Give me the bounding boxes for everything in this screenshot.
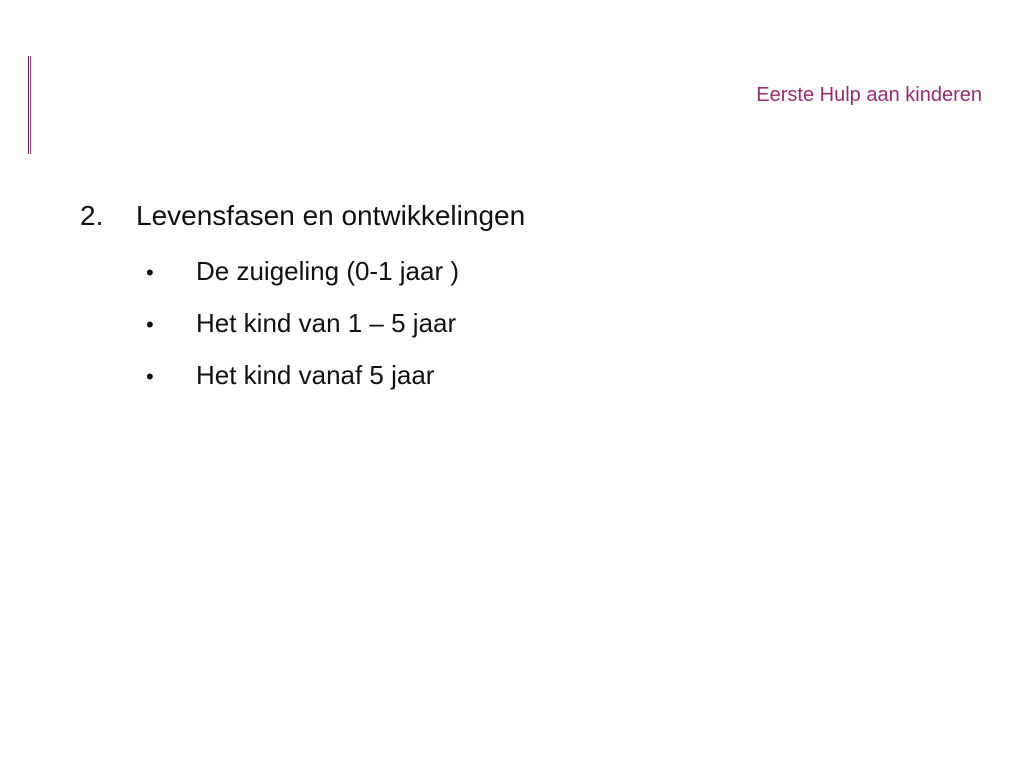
accent-line-light xyxy=(30,56,31,154)
accent-bar xyxy=(28,56,31,154)
list-item xyxy=(146,256,525,308)
section-number: 2. xyxy=(80,200,104,231)
list-item-label: De zuigeling (0-1 jaar ) xyxy=(196,256,460,286)
section xyxy=(80,200,525,412)
list-item-label: Het kind van 1 – 5 jaar xyxy=(196,308,457,338)
list-item xyxy=(146,308,525,360)
bullet-list xyxy=(80,256,525,412)
bullet-icon: • xyxy=(146,364,154,389)
section-title: Levensfasen en ontwikkelingen xyxy=(136,200,526,231)
accent-line-dark xyxy=(28,56,29,154)
list-item xyxy=(146,360,525,412)
header-title: Eerste Hulp aan kinderen xyxy=(756,84,982,106)
bullet-icon: • xyxy=(146,260,154,285)
list-item-label: Het kind vanaf 5 jaar xyxy=(196,360,435,390)
section-heading xyxy=(80,200,525,232)
bullet-icon: • xyxy=(146,312,154,337)
